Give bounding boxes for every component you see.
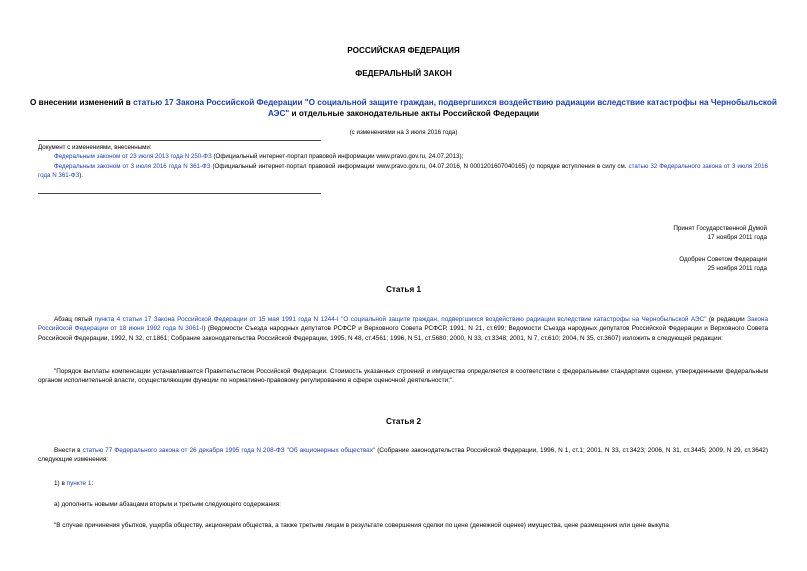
council-line-2: 25 ноября 2011 года bbox=[707, 265, 767, 272]
country-heading: РОССИЙСКАЯ ФЕДЕРАЦИЯ bbox=[347, 46, 460, 55]
change-link-article32[interactable]: статью 32 bbox=[628, 162, 658, 170]
a1-p1-text-c: ) (Ведомости Съезда народных депутатов РСФСР и Верховного Совета РСФСР, 1991, N 21, ст.699; Ведомости Съезда народных депутатов Российской Федерации и Верховного Совета Российской Федерации, 1992, N 32, ст.1861; Собрание законодательства Российской Федерации, 1995, N 48, ст.4561; 1996, N 51, ст.5680; 2000, N 33, ст.3348; 2001, N 7, ст.610; 2004, N 35, ст.3607) изложить в следующей редакции: bbox=[38, 325, 769, 342]
a2-p2-text-b: : bbox=[91, 480, 94, 487]
article-2-paragraph-2 bbox=[38, 479, 768, 488]
revision-note: (с изменениями на 3 июля 2016 года) bbox=[349, 129, 458, 136]
a1-link-law-3061[interactable]: Закона Российской Федерации от 18 июня 1992 года N 3061-I bbox=[38, 316, 768, 333]
change-link-361fz-law[interactable]: Федерального закона от 3 июля 2016 года N 361-ФЗ bbox=[38, 162, 768, 179]
changes-block bbox=[38, 143, 768, 180]
article-2-paragraph-1 bbox=[38, 446, 768, 465]
a2-p2-text-a: 1) в bbox=[54, 480, 67, 487]
change-link-250fz[interactable]: Федеральным законом от 23 июля 2013 года N 250-ФЗ bbox=[54, 153, 212, 161]
title-link-article17[interactable]: статью 17 Закона Российской Федерации "О социальной защите граждан, подвергшихся воздействию радиации вследствие катастрофы на Чернобыльской АЭС" bbox=[133, 98, 777, 118]
change-item-1-text: (Официальный интернет-портал правовой информации www.pravo.gov.ru, 24.07.2013); bbox=[211, 153, 464, 161]
a2-link-point-1[interactable]: пункте 1 bbox=[66, 480, 92, 487]
article-2-heading: Статья 2 bbox=[385, 417, 422, 426]
a1-p1-text-a: Абзац пятый bbox=[54, 316, 95, 323]
a2-p1-text-a: Внести в bbox=[54, 447, 83, 454]
a2-p1-text-b: (Собрание законодательства Российской Федерации, 1996, N 1, ст.1; 2001, N 33, ст.3423; 2006, N 31, ст.3445; 2009, N 29, ст.3642) следующие изменения: bbox=[38, 447, 768, 464]
change-item-1 bbox=[38, 152, 768, 161]
article-2-paragraph-3: а) дополнить новыми абзацами вторым и третьим следующего содержания: bbox=[54, 501, 281, 508]
change-item-2-end: ). bbox=[79, 171, 83, 179]
doc-type-heading: ФЕДЕРАЛЬНЫЙ ЗАКОН bbox=[355, 69, 452, 78]
document-title bbox=[30, 97, 777, 119]
a1-link-law-1244[interactable]: пункта 4 статьи 17 Закона Российской Федерации от 15 мая 1991 года N 1244-I "О социальной защите граждан, подвергшихся воздействию радиации вследствие катастрофы на Чернобыльской АЭС" bbox=[94, 316, 707, 323]
adoption-council bbox=[679, 255, 767, 273]
change-link-361fz[interactable]: Федеральным законом от 3 июля 2016 года N 361-ФЗ bbox=[54, 162, 211, 170]
title-prefix: О внесении изменений в bbox=[30, 98, 134, 107]
divider-top bbox=[38, 140, 321, 141]
article-1-heading: Статья 1 bbox=[385, 285, 422, 294]
article-2-paragraph-4: "В случае причинения убытков, ущерба обществу, акционерам общества, а также третьим лицам в результате совершения сделки по цене (денежной оценке) имущества, цене размещения или цене выкупа bbox=[54, 522, 669, 529]
a2-link-law-208fz[interactable]: статью 77 Федерального закона от 26 декабря 1995 года N 208-ФЗ "Об акционерных обществах" bbox=[82, 447, 376, 454]
duma-line-2: 17 ноября 2011 года bbox=[707, 234, 767, 241]
council-line-1: Одобрен Советом Федерации bbox=[679, 256, 767, 263]
duma-line-1: Принят Государственной Думой bbox=[673, 225, 767, 232]
article-1-paragraph-1 bbox=[38, 315, 768, 343]
article-1-paragraph-2: "Порядок выплаты компенсации устанавливается Правительством Российской Федерации. Стоимость указанных строений и имущества определяется в соответствии с федеральными стандартами оценки, утвержденными федеральным органом исполнительной власти, осуществляющим функции по нормативно-правовому регулированию в сфере оценочной деятельности;". bbox=[38, 368, 768, 385]
changes-intro: Документ с изменениями, внесенными: bbox=[38, 144, 152, 151]
title-suffix: и отдельные законодательные акты Российской Федерации bbox=[289, 109, 540, 118]
divider-bottom bbox=[38, 193, 321, 194]
a1-p1-text-b: (в редакции bbox=[706, 316, 748, 323]
adoption-duma bbox=[673, 224, 767, 242]
change-item-2-text: (Официальный интернет-портал правовой информации www.pravo.gov.ru, 04.07.2016, N 0001201607040165) (о порядке вступления в силу см. bbox=[210, 162, 629, 170]
change-item-2 bbox=[38, 162, 768, 181]
